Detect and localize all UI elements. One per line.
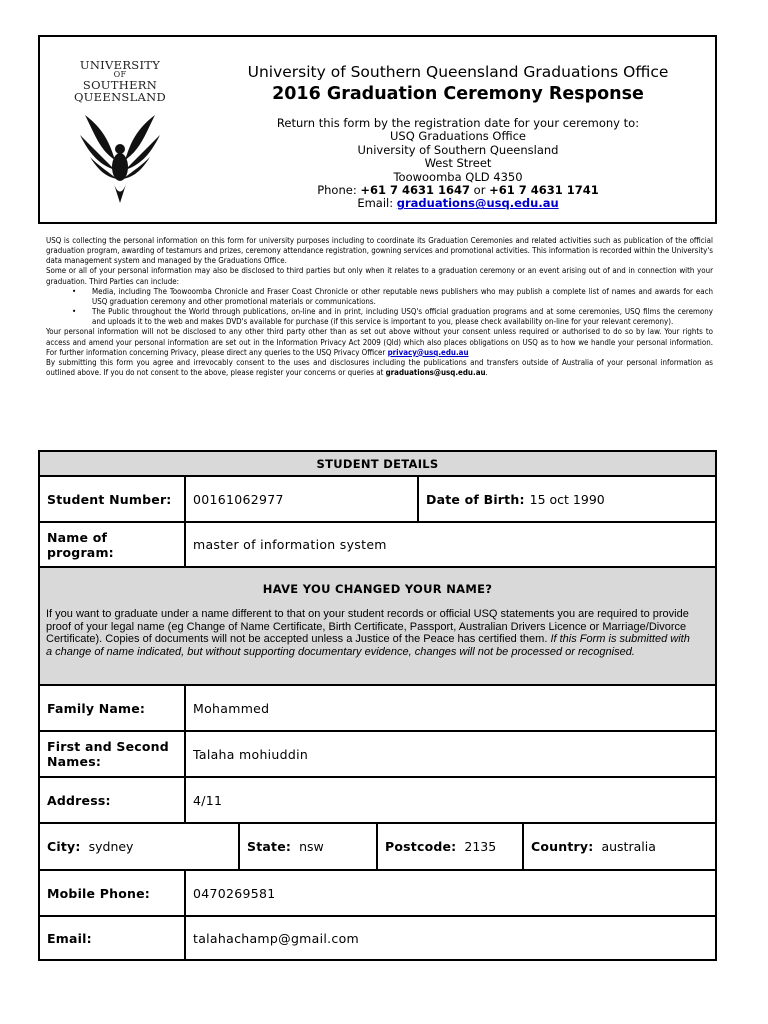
section-header — [40, 452, 715, 477]
logo-wordmark — [70, 59, 170, 103]
section-title: STUDENT DETAILS — [316, 456, 439, 471]
return-address — [208, 117, 708, 211]
student-number-field[interactable] — [184, 477, 416, 521]
privacy-paragraph — [46, 327, 713, 357]
name-change-italic-text: If this Form is submitted with a change of name indicated, but without supporting documentary evidence, changes will not be processed or recognised. — [46, 633, 690, 658]
program-field[interactable] — [184, 523, 714, 566]
logo-line-3: SOUTHERN — [82, 78, 158, 92]
privacy-email-link[interactable]: privacy@usq.edu.au — [387, 347, 469, 357]
graduations-email-text: graduations@usq.edu.au — [385, 368, 486, 378]
program-label-line-2: program: — [47, 544, 114, 560]
name-change-section — [40, 568, 715, 686]
mobile-field[interactable] — [184, 871, 714, 915]
address-value: 4/11 — [193, 792, 223, 808]
address-line: West Street — [424, 156, 492, 171]
address-field[interactable] — [184, 778, 714, 822]
student-number-value: 00161062977 — [193, 491, 284, 507]
privacy-paragraph — [46, 358, 713, 378]
form-title: 2016 Graduation Ceremony Response — [272, 84, 644, 104]
graduations-email-link[interactable]: graduations@usq.edu.au — [396, 196, 559, 211]
name-change-text: If you want to graduate under a name different to that on your student records or official USQ statements you are required to provide proof of your legal name (eg Change of Name Certificate, Birth Certificate, Passport, Australian Drivers Licence or Marriage/Divorce Certificate). Copies of documents will not be accepted unless a Justice of the Peace has certified them. — [46, 608, 689, 646]
name-change-title: HAVE YOU CHANGED YOUR NAME? — [262, 582, 493, 596]
logo-line-4: QUEENSLAND — [73, 90, 167, 104]
first-names-label-line-1: First and Second — [47, 739, 169, 754]
privacy-text: Your personal information will not be disclosed to any other third party other than as set out above without your consent unless required or authorised to do so by law. Your rights to access and amend your personal information are set out in the Information Privacy Act 2009 (Qld) which also places obligations on USQ as to how we handle your personal information. For further information concerning Privacy, please direct any queries to the USQ Privacy Officer — [46, 327, 713, 357]
email-row — [40, 917, 715, 959]
office-title: University of Southern Queensland Graduations Office — [247, 63, 669, 81]
logo-line-1: UNIVERSITY — [79, 58, 161, 72]
address-line: University of Southern Queensland — [357, 142, 559, 157]
program-label-line-1: Name of — [47, 529, 108, 545]
mobile-row — [40, 871, 715, 917]
return-instruction: Return this form by the registration date for your ceremony to: — [276, 116, 640, 130]
privacy-text: . — [485, 368, 488, 378]
program-row — [40, 523, 715, 568]
first-names-field[interactable] — [184, 732, 714, 776]
phone-number-1: +61 7 4631 1647 — [360, 183, 471, 198]
phone-line — [208, 184, 708, 197]
privacy-text: By submitting this form you agree and irrevocably consent to the uses and disclosures including the publications and transfers outside of Australia of your personal information as outlined above. If you do not consent to the above, please register your concerns or queries at — [46, 357, 713, 378]
address-label: Address: — [47, 792, 111, 808]
privacy-paragraph: USQ is collecting the personal information on this form for university purposes including to coordinate its Graduation Ceremonies and related activities such as publication of the official graduation program, awarding of testamurs and prizes, ceremony attendance registration, gowning services and promotional activities. This information is recorded within the University's data management system and managed by the Graduations Office. — [46, 236, 713, 266]
country-value: australia — [601, 839, 656, 854]
email-prefix: Email: — [357, 196, 397, 211]
email-value: talahachamp@gmail.com — [193, 930, 360, 946]
email-field[interactable] — [184, 917, 714, 959]
postcode-value: 2135 — [464, 839, 497, 854]
privacy-paragraph: Some or all of your personal information may also be disclosed to third parties but only when it relates to a graduation ceremony or an event arising out of and in connection with your graduation. Third Parties can include: — [46, 266, 713, 286]
first-names-label — [47, 739, 169, 769]
name-change-notice — [46, 608, 691, 658]
state-label: State: — [247, 839, 292, 854]
list-item: • The Public throughout the World through publications, on-line and in print, including USQ's official graduation programs and at some ceremonies, USQ films the ceremony and uploads it to the web and makes DVD's available for purchase (if this service is important to you, please check availability on-line for your relevant ceremony). — [46, 307, 713, 327]
mobile-label: Mobile Phone: — [47, 885, 150, 901]
email-label: Email: — [47, 930, 92, 946]
dob-field[interactable] — [426, 477, 716, 521]
address-line: Toowoomba QLD 4350 — [393, 169, 523, 184]
phone-number-2: +61 7 4631 1741 — [489, 183, 599, 198]
address-line: USQ Graduations Office — [390, 129, 526, 144]
dob-value: 15 oct 1990 — [529, 491, 605, 507]
third-parties-list — [46, 287, 713, 328]
email-line — [208, 197, 708, 210]
address-row — [40, 778, 715, 824]
family-name-row — [40, 686, 715, 732]
program-value: master of information system — [193, 537, 387, 552]
country-field[interactable] — [531, 824, 714, 869]
city-field[interactable] — [47, 824, 237, 869]
state-value: nsw — [299, 839, 324, 854]
header-box — [38, 35, 717, 224]
student-number-row — [40, 477, 715, 523]
first-names-row — [40, 732, 715, 778]
student-number-label: Student Number: — [47, 491, 172, 507]
postcode-field[interactable] — [385, 824, 520, 869]
phone-or: or — [470, 183, 490, 198]
location-row — [40, 824, 715, 871]
first-names-label-line-2: Names: — [47, 754, 102, 769]
family-name-value: Mohammed — [193, 700, 270, 716]
dob-label: Date of Birth: — [426, 491, 525, 507]
phoenix-icon — [75, 105, 165, 205]
country-label: Country: — [531, 839, 594, 854]
mobile-value: 0470269581 — [193, 885, 276, 901]
city-label: City: — [47, 839, 81, 854]
list-item: • Media, including The Toowoomba Chronicle and Fraser Coast Chronicle or other reputable news publishers who may publish a complete list of names and awards for each USQ graduation ceremony and other promotional materials or communications. — [46, 287, 713, 307]
phone-prefix: Phone: — [317, 183, 361, 198]
usq-logo — [70, 59, 170, 209]
city-value: sydney — [88, 839, 134, 854]
family-name-field[interactable] — [184, 686, 714, 730]
logo-line-2: OF — [113, 70, 127, 79]
program-label — [47, 530, 114, 560]
family-name-label: Family Name: — [47, 700, 146, 716]
postcode-label: Postcode: — [385, 839, 457, 854]
privacy-notice — [46, 236, 713, 378]
first-names-value: Talaha mohiuddin — [193, 746, 309, 762]
student-details-form — [38, 450, 717, 961]
state-field[interactable] — [247, 824, 375, 869]
